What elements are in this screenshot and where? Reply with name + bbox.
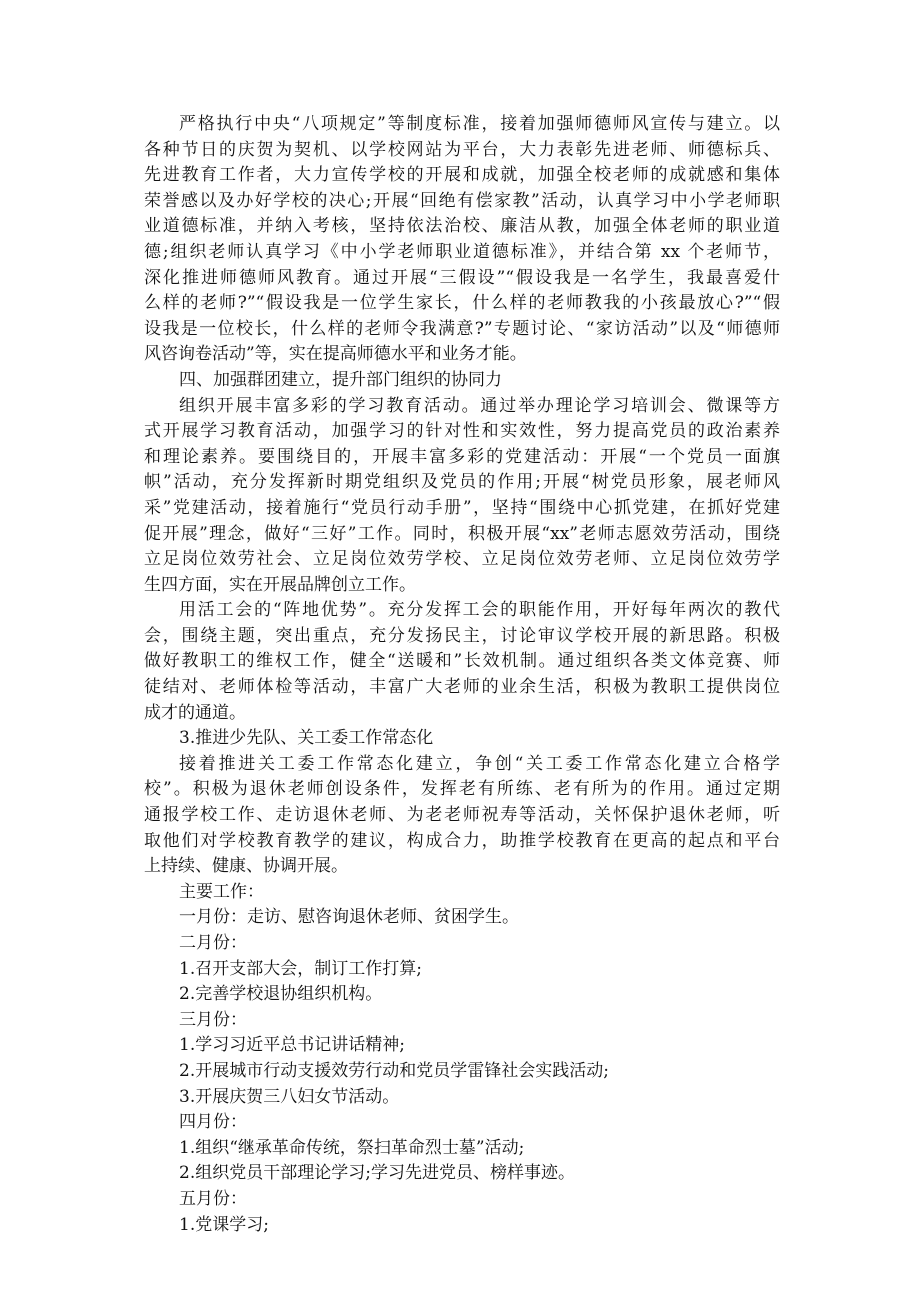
section-heading: 四、加强群团建立，提升部门组织的协同力 — [179, 369, 502, 390]
list-item: 1.学习习近平总书记讲话精神; — [179, 1035, 405, 1056]
section-heading: 3.推进少先队、关工委工作常态化 — [179, 728, 434, 749]
text-line: 帜”活动，充分发挥新时期党组织及党员的作用;开展“树党员形象，展老师风 — [144, 472, 780, 493]
text-line: 成才的通道。 — [144, 702, 246, 723]
list-item: 1.召开支部大会，制订工作打算; — [179, 958, 422, 979]
list-item: 1.组织“继承革命传统，祭扫革命烈士墓”活动; — [179, 1137, 525, 1158]
text-line: 采”党建活动，接着施行“党员行动手册”，坚持“围绕中心抓党建，在抓好党建 — [144, 497, 780, 518]
text-line: 组织开展丰富多彩的学习教育活动。通过举办理论学习培训会、微课等方 — [179, 395, 780, 416]
text-line: 校”。积极为退休老师创设条件，发挥老有所练、老有所为的作用。通过定期 — [144, 779, 780, 800]
text-line: 会，围绕主题，突出重点，充分发扬民主，讨论审议学校开展的新思路。积极 — [144, 625, 780, 646]
text-line: 取他们对学校教育教学的建议，构成合力，助推学校教育在更高的起点和平台 — [144, 830, 780, 851]
document-body — [144, 112, 780, 1238]
list-heading: 主要工作： — [179, 881, 264, 902]
text-line: 和理论素养。要围绕目的，开展丰富多彩的党建活动：开展“一个党员一面旗 — [144, 446, 780, 467]
text-line: 通报学校工作、走访退休老师、为老老师祝寿等活动，关怀保护退休老师，听 — [144, 805, 780, 826]
list-item: 2.完善学校退协组织机构。 — [179, 984, 383, 1005]
text-line: 上持续、健康、协调开展。 — [144, 856, 348, 877]
text-line: 设我是一位校长，什么样的老师令我满意?”专题讨论、“家访活动”以及“师德师 — [144, 318, 780, 339]
text-line: 接着推进关工委工作常态化建立，争创“关工委工作常态化建立合格学 — [179, 753, 780, 774]
list-heading: 二月份： — [179, 933, 247, 953]
list-item: 一月份：走访、慰咨询退休老师、贫困学生。 — [179, 907, 519, 928]
text-line: 用活工会的“阵地优势”。充分发挥工会的职能作用，开好每年两次的教代 — [179, 600, 780, 621]
text-line: 立足岗位效劳社会、立足岗位效劳学校、立足岗位效劳老师、立足岗位效劳学 — [144, 549, 780, 570]
list-item: 1.党课学习; — [179, 1214, 269, 1235]
text-line: 生四方面，实在开展品牌创立工作。 — [144, 574, 416, 595]
text-line: 做好教职工的维权工作，健全“送暖和”长效机制。通过组织各类文体竞赛、师 — [144, 651, 780, 672]
text-line: 么样的老师?”“假设我是一位学生家长，什么样的老师教我的小孩最放心?”“假 — [144, 293, 780, 314]
text-line: 先进教育工作者，大力宣传学校的开展和成就，加强全校老师的成就感和集体 — [144, 165, 780, 186]
text-line: 德;组织老师认真学习《中小学老师职业道德标准》，并结合第 xx 个老师节， — [144, 241, 780, 262]
text-line: 荣誉感以及办好学校的决心;开展“回绝有偿家教”活动，认真学习中小学老师职 — [144, 190, 780, 211]
list-heading: 三月份： — [179, 1009, 247, 1030]
text-line: 徒结对、老师体检等活动，丰富广大老师的业余生活，积极为教职工提供岗位 — [144, 677, 780, 698]
list-item: 2.开展城市行动支援效劳行动和党员学雷锋社会实践活动; — [179, 1060, 609, 1081]
text-line: 式开展学习教育活动，加强学习的针对性和实效性，努力提高党员的政治素养 — [144, 421, 780, 442]
text-line: 促开展”理念，做好“三好”工作。同时，积极开展“xx”老师志愿效劳活动，围绕 — [144, 523, 780, 544]
list-item: 2.组织党员干部理论学习;学习先进党员、榜样事迹。 — [179, 1163, 575, 1184]
list-heading: 四月份： — [179, 1112, 247, 1133]
list-item: 3.开展庆贺三八妇女节活动。 — [179, 1086, 400, 1107]
text-line: 深化推进师德师风教育。通过开展“三假设”“假设我是一名学生，我最喜爱什 — [144, 267, 780, 288]
list-heading: 五月份： — [179, 1188, 247, 1209]
text-line: 各种节日的庆贺为契机、以学校网站为平台，大力表彰先进老师、师德标兵、 — [144, 139, 780, 160]
text-line: 严格执行中央“八项规定”等制度标准，接着加强师德师风宣传与建立。以 — [179, 114, 780, 134]
text-line: 风咨询卷活动”等，实在提高师德水平和业务才能。 — [144, 344, 527, 365]
text-line: 业道德标准，并纳入考核，坚持依法治校、廉洁从教，加强全体老师的职业道 — [144, 216, 780, 237]
